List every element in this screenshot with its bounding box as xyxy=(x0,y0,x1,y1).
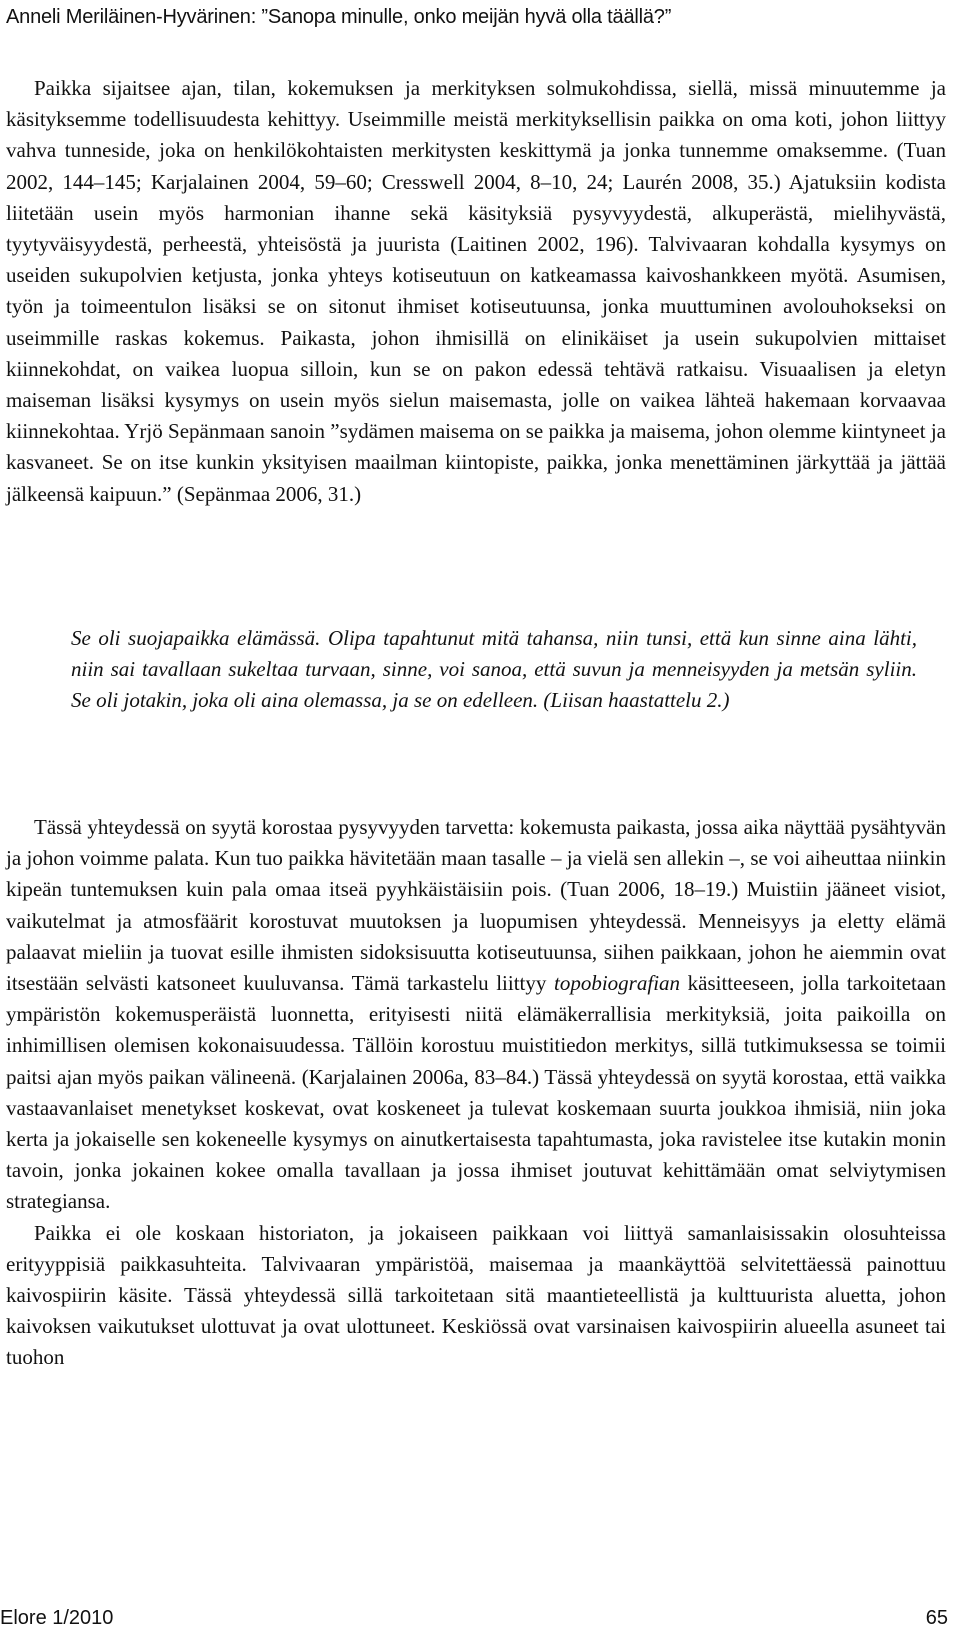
body-text-bottom xyxy=(6,812,946,1374)
paragraph-2-part-1: Tässä yhteydessä on syytä korostaa pysyvyyden tarvetta: kokemusta paikasta, jossa aika näyttää pysähtyvän ja johon voimme palata. Kun tuo paikka hävitetään maan tasalle – ja vielä sen allekin –, se voi aiheuttaa niinkin kipeän tuntemuksen kuin pala omaa itseä pyyhkäistäisiin pois. (Tuan 2006, 18–19.) Muistiin jääneet visiot, vaikutelmat ja atmosfäärit korostuvat muutoksen ja luopumisen yhteydessä. Menneisyys ja eletty elämä palaavat mieliin ja tuovat esille ihmisten sidoksisuutta kotiseutuunsa, siihen paikkaan, johon he aiemmin ovat itsestään selvästi katsoneet kuuluvansa. Tämä tarkastelu liittyy xyxy=(6,815,946,996)
body-text-top xyxy=(6,73,946,510)
paragraph-1: Paikka sijaitsee ajan, tilan, kokemuksen ja merkityksen solmukohdissa, siellä, missä minuutemme ja käsityksemme todellisuudesta kehittyy. Useimmille meistä merkityksellisin paikka on oma koti, johon liittyy vahva tunneside, joka on henkilökohtaisten merkitysten keskittymä ja jonka tunnemme omaksemme. (Tuan 2002, 144–145; Karjalainen 2004, 59–60; Cresswell 2004, 8–10, 24; Laurén 2008, 35.) Ajatuksiin kodista liitetään usein myös harmonian ihanne sekä käsityksiä pysyvyydestä, alkuperästä, mielihyvästä, tyytyväisyydestä, perheestä, yhteisöstä ja juurista (Laitinen 2002, 196). Talvivaaran kohdalla kysymys on useiden sukupolvien ketjusta, jonka yhteys kotiseutuun on katkeamassa kaivoshankkeen myötä. Asumisen, työn ja toimeentulon lisäksi se on sitonut ihmiset kotiseutuunsa, jonka muuttuminen avolouhokseksi on useimmille raskas kokemus. Paikasta, johon ihmisillä on elinikäiset ja usein sukupolvien mittaiset kiinnekohdat, on vaikea luopua silloin, kun se on pakon edessä tehtävä ratkaisu. Visuaalisen ja eletyn maiseman lisäksi kysymys on usein myös sielun maisemasta, jolle on vaikea lähteä hakemaan korvaavaa kiinnekohtaa. Yrjö Sepänmaan sanoin ”sydämen maisema on se paikka ja maisema, johon olemme kiintyneet ja kasvaneet. Se on itse kunkin yksityisen maailman kiintopiste, paikka, jonka menettäminen järkyttää ja jättää jälkeensä kaipuun.” (Sepänmaa 2006, 31.) xyxy=(6,76,946,506)
term-topobiografia: topobiografian xyxy=(554,971,681,996)
running-header: Anneli Meriläinen-Hyvärinen: ”Sanopa minulle, onko meijän hyvä olla täällä?” xyxy=(6,6,672,28)
paragraph-3: Paikka ei ole koskaan historiaton, ja jokaiseen paikkaan voi liittyä samanlaisissakin olosuhteissa erityyppisiä paikkasuhteita. Talvivaaran ympäristöä, maisemaa ja maankäyttöä selvitettäessä painottuu kaivospiirin käsite. Tässä yhteydessä sillä tarkoitetaan sitä maantieteellistä ja kulttuurista aluetta, johon kaivoksen vaikutukset ulottuvat ja ovat ulottuneet. Keskiössä ovat varsinaisen kaivospiirin alueella asuneet tai tuohon xyxy=(6,1220,946,1370)
paragraph-2 xyxy=(6,812,946,1218)
journal-issue: Elore 1/2010 xyxy=(0,1607,114,1629)
interview-quote xyxy=(71,623,917,716)
quote-text: Se oli suojapaikka elämässä. Olipa tapahtunut mitä tahansa, niin tunsi, että kun sinne aina lähti, niin sai tavallaan sukeltaa turvaan, sinne, voi sanoa, että suvun ja menneisyyden ja metsän syliin. Se oli jotakin, joka oli aina olemassa, ja se on edelleen. (Liisan haastattelu 2.) xyxy=(71,626,917,712)
paragraph-2-part-2: käsitteeseen, jolla tarkoitetaan ympäristön kokemusperäistä luonnetta, erityisesti niitä elämäkerrallisia merkityksiä, joita paikoilla on inhimillisen olemisen kokonaisuudessa. Tällöin korostuu muistitiedon merkitys, sillä tutkimuksessa se toimii paitsi ajan myös paikan välineenä. (Karjalainen 2006a, 83–84.) Tässä yhteydessä on syytä korostaa, että vaikka vastaavanlaiset menetykset koskevat, ovat koskeneet ja tulevat koskemaan suurta joukkoa ihmisiä, niin joka kerta ja jokaiselle sen kokeneelle kysymys on ainutkertaisesta tapahtumasta, joka ravistelee itse kutakin monin tavoin, jonka jokainen kokee omalla tavallaan ja jossa ihmiset joutuvat kehittämään omat selviytymisen strategiansa. xyxy=(6,971,947,1214)
page-number: 65 xyxy=(925,1607,948,1629)
page-footer xyxy=(0,1604,960,1632)
